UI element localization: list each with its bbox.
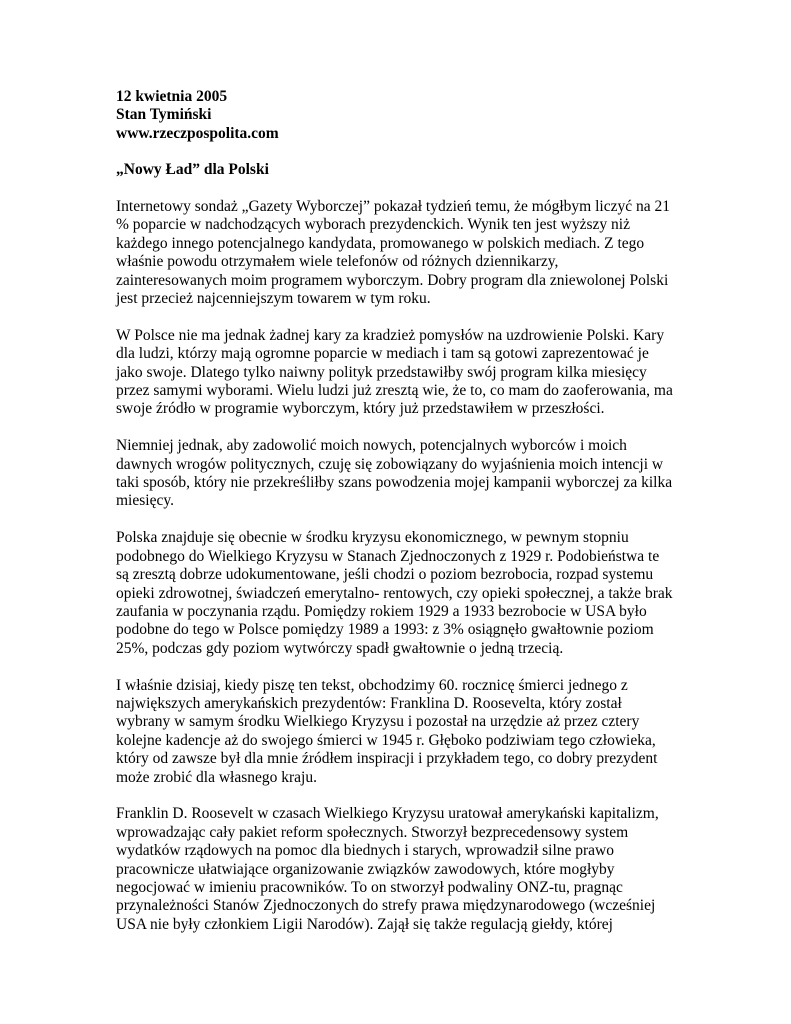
paragraph-line: miesięcy. [116,492,174,510]
paragraph-line: który od zawsze był dla mnie źródłem inspiracji i przykładem tego, co dobry prezydent [116,750,658,768]
article-author: Stan Tymiński [116,106,212,124]
paragraph-line: Niemniej jednak, aby zadowolić moich nowych, potencjalnych wyborców i moich [116,437,627,455]
paragraph-line: właśnie powodu otrzymałem wiele telefonów od różnych dziennikarzy, [116,253,559,271]
paragraph-line: wybrany w samym środku Wielkiego Kryzysu i pozostał na urzędzie aż przez cztery [116,713,640,731]
paragraph-line: Internetowy sondaż „Gazety Wyborczej” pokazał tydzień temu, że mógłbym liczyć na 21 [116,198,670,216]
paragraph [116,805,686,934]
paragraph-line: dla ludzi, którzy mają ogromne poparcie w mediach i tam są gotowi zaprezentować je [116,345,649,363]
paragraph-line: podobnego do Wielkiego Kryzysu w Stanach Zjednoczonych z 1929 r. Podobieństwa te [116,547,660,565]
paragraph-line: pracownicze ułatwiające organizowanie związków zawodowych, które mogłyby [116,860,615,878]
paragraph-line: podobne do tego w Polsce pomiędzy 1989 a 1993: z 3% osiągnęło gwałtownie poziom [116,621,654,639]
paragraph-line: W Polsce nie ma jednak żadnej kary za kradzież pomysłów na uzdrowienie Polski. Kary [116,326,665,344]
paragraph-line: zainteresowanych moim programem wyborczym. Dobry program dla zniewolonej Polski [116,271,669,289]
document-page [116,88,686,934]
paragraph [116,198,686,308]
article-body [116,198,686,934]
paragraph-line: każdego innego potencjalnego kandydata, promowanego w polskich mediach. Z tego [116,234,645,252]
paragraph-line: przynależności Stanów Zjednoczonych do strefy prawa międzynarodowego (wcześniej [116,897,656,915]
paragraph-line: Polska znajduje się obecnie w środku kryzysu ekonomicznego, w pewnym stopniu [116,529,629,547]
paragraph [116,327,686,419]
paragraph-line: największych amerykańskich prezydentów: Franklina D. Roosevelta, który został [116,694,622,712]
article-title: „Nowy Ład” dla Polski [116,161,269,179]
paragraph [116,529,686,658]
paragraph [116,437,686,511]
paragraph-line: może zrobić dla własnego kraju. [116,768,317,786]
paragraph-line: zaufania w poczynania rządu. Pomiędzy rokiem 1929 a 1933 bezrobocie w USA było [116,602,647,620]
paragraph-line: Franklin D. Roosevelt w czasach Wielkiego Kryzysu uratował amerykański kapitalizm, [116,805,659,823]
paragraph-line: negocjować w imieniu pracowników. To on stworzył podwaliny ONZ-tu, pragnąc [116,878,623,896]
paragraph-line: USA nie były członkiem Ligii Narodów). Zajął się także regulacją giełdy, której [116,915,613,933]
article-website: www.rzeczpospolita.com [116,124,279,142]
paragraph-line: kolejne kadencje aż do swojego śmierci w 1945 r. Głęboko podziwiam tego człowieka, [116,731,656,749]
paragraph-line: swoje źródło w programie wyborczym, który już przedstawiłem w przeszłości. [116,400,605,418]
paragraph-line: są zresztą dobrze udokumentowane, jeśli chodzi o poziom bezrobocia, rozpad systemu [116,566,654,584]
paragraph-line: jako swoje. Dlatego tylko naiwny polityk przedstawiłby swój program kilka miesięcy [116,363,647,381]
paragraph-line: % poparcie w nadchodzących wyborach prezydenckich. Wynik ten jest wyższy niż [116,216,630,234]
paragraph [116,677,686,787]
paragraph-line: dawnych wrogów politycznych, czuję się zobowiązany do wyjaśnienia moich intencji w [116,455,664,473]
paragraph-line: I właśnie dzisiaj, kiedy piszę ten tekst, obchodzimy 60. rocznicę śmierci jednego z [116,676,628,694]
paragraph-line: taki sposób, który nie przekreśliłby szans powodzenia mojej kampanii wyborczej za kilka [116,474,673,492]
paragraph-line: przez samymi wyborami. Wielu ludzi już zresztą wie, że to, co mam do zaoferowania, ma [116,382,673,400]
article-date: 12 kwietnia 2005 [116,88,228,105]
paragraph-line: wydatków rządowych na pomoc dla biednych i starych, wprowadził silne prawo [116,842,615,860]
paragraph-line: 25%, podczas gdy poziom wytwórczy spadł gwałtownie o jedną trzecią. [116,639,564,657]
paragraph-line: opieki zdrowotnej, świadczeń emerytalno- rentowych, czy opieki społecznej, a także brak [116,584,673,602]
paragraph-line: wprowadzając cały pakiet reform społecznych. Stworzył bezprecedensowy system [116,823,629,841]
paragraph-line: jest przecież najcenniejszym towarem w tym roku. [116,290,431,308]
